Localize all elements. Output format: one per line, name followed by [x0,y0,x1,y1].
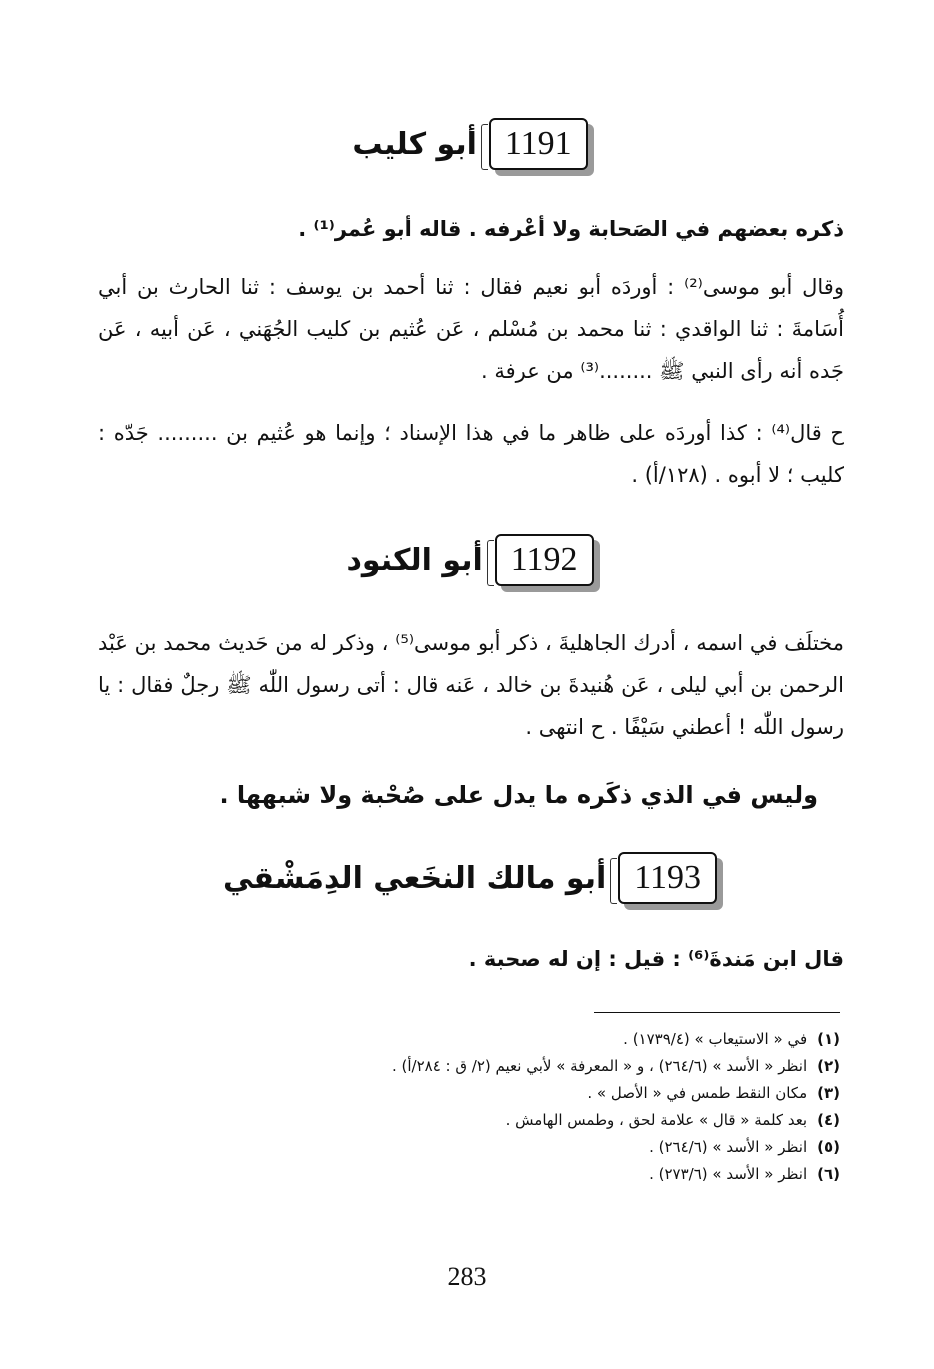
entry-1191-note: ح قال⁽⁴⁾ : كذا أوردَه على ظاهر ما في هذا الإسناد ؛ وإنما هو عُثيم بن ......... جَدّه : كليب ؛ لا أبوه . (١٢٨/أ) . [98,421,844,487]
footnote [160,1107,840,1134]
footnote [160,1134,840,1161]
entry-number-box: 1193 [618,852,717,904]
entry-title: أبو كليب [352,126,477,162]
entry-1192-paragraph: مختلَف في اسمه ، أدرك الجاهليةَ ، ذكر أبو موسى⁽⁵⁾ ، وذكر له من حَديث محمد بن عَبْد الرحمن بن أبي ليلى ، عَن هُنيدةَ بن خالد ، عَنه قال : أتى رسول اللّٰه ﷺ رجلٌ فقال : يا رسول اللّٰه ! أعطني سَيْفًا . ح انتهى . [98,631,844,739]
footnote-number: (٥) [817,1138,840,1156]
page-number: 283 [447,1262,487,1291]
footnote [160,1080,840,1107]
footnote [160,1161,840,1188]
footnote-text: انظر « الأسد » (٢٦٤/٦) ، و « المعرفة » لأبي نعيم (٢/ ق : ٢٨٤/أ) . [391,1057,808,1075]
footnotes [160,1026,840,1188]
entry-1193-paragraph: قال ابن مَندةَ⁽⁶⁾ : قيل : إن له صحبة . [468,947,844,971]
footnote-text: مكان النقط طمس في « الأصل » . [587,1084,808,1102]
footnote-text: بعد كلمة « قال » علامة لحق ، وطمس الهامش . [505,1111,808,1129]
footnote-text: انظر « الأسد » (٢٧٣/٦) . [649,1165,808,1183]
entry-title: أبو مالك النخَعي الدِمَشْقي [222,860,607,896]
entry-number-box: 1192 [495,534,594,586]
entry-heading-1191 [100,118,840,170]
footnote-number: (٤) [817,1111,840,1129]
entry-1191-paragraph: وقال أبو موسى⁽²⁾ : أوردَه أبو نعيم فقال : ثنا أحمد بن يوسف : ثنا الحارث بن أبي أُسَامةَ : ثنا الواقدي : ثنا محمد بن مُسْلم ، عَن عُثيم بن كليب الجُهَني ، عَن أبيه ، عَن جَده أنه رأى النبي ﷺ ........⁽³⁾ من عرفة . [98,275,844,383]
entry-heading-1193 [100,852,840,904]
entry-heading-1192 [100,534,840,586]
entry-1191-line-1: ذكره بعضهم في الصَحابة ولا أعْرفه . قاله أبو عُمر⁽¹⁾ . [298,217,844,241]
footnote-text: انظر « الأسد » (٢٦٤/٦) . [649,1138,808,1156]
footnote-separator [594,1012,840,1013]
footnote-number: (٣) [817,1084,840,1102]
footnote-number: (١) [817,1030,840,1048]
footnote-number: (٦) [817,1165,840,1183]
entry-1192-remark: وليس في الذي ذكَره ما يدل على صُحْبة ولا شبهها . [219,781,818,809]
entry-number-box: 1191 [489,118,588,170]
footnote-text: في « الاستيعاب » (١٧٣٩/٤) . [623,1030,808,1048]
footnote-number: (٢) [817,1057,840,1075]
entry-title: أبو الكنود [346,542,483,578]
footnote [160,1026,840,1053]
footnote [160,1053,840,1080]
